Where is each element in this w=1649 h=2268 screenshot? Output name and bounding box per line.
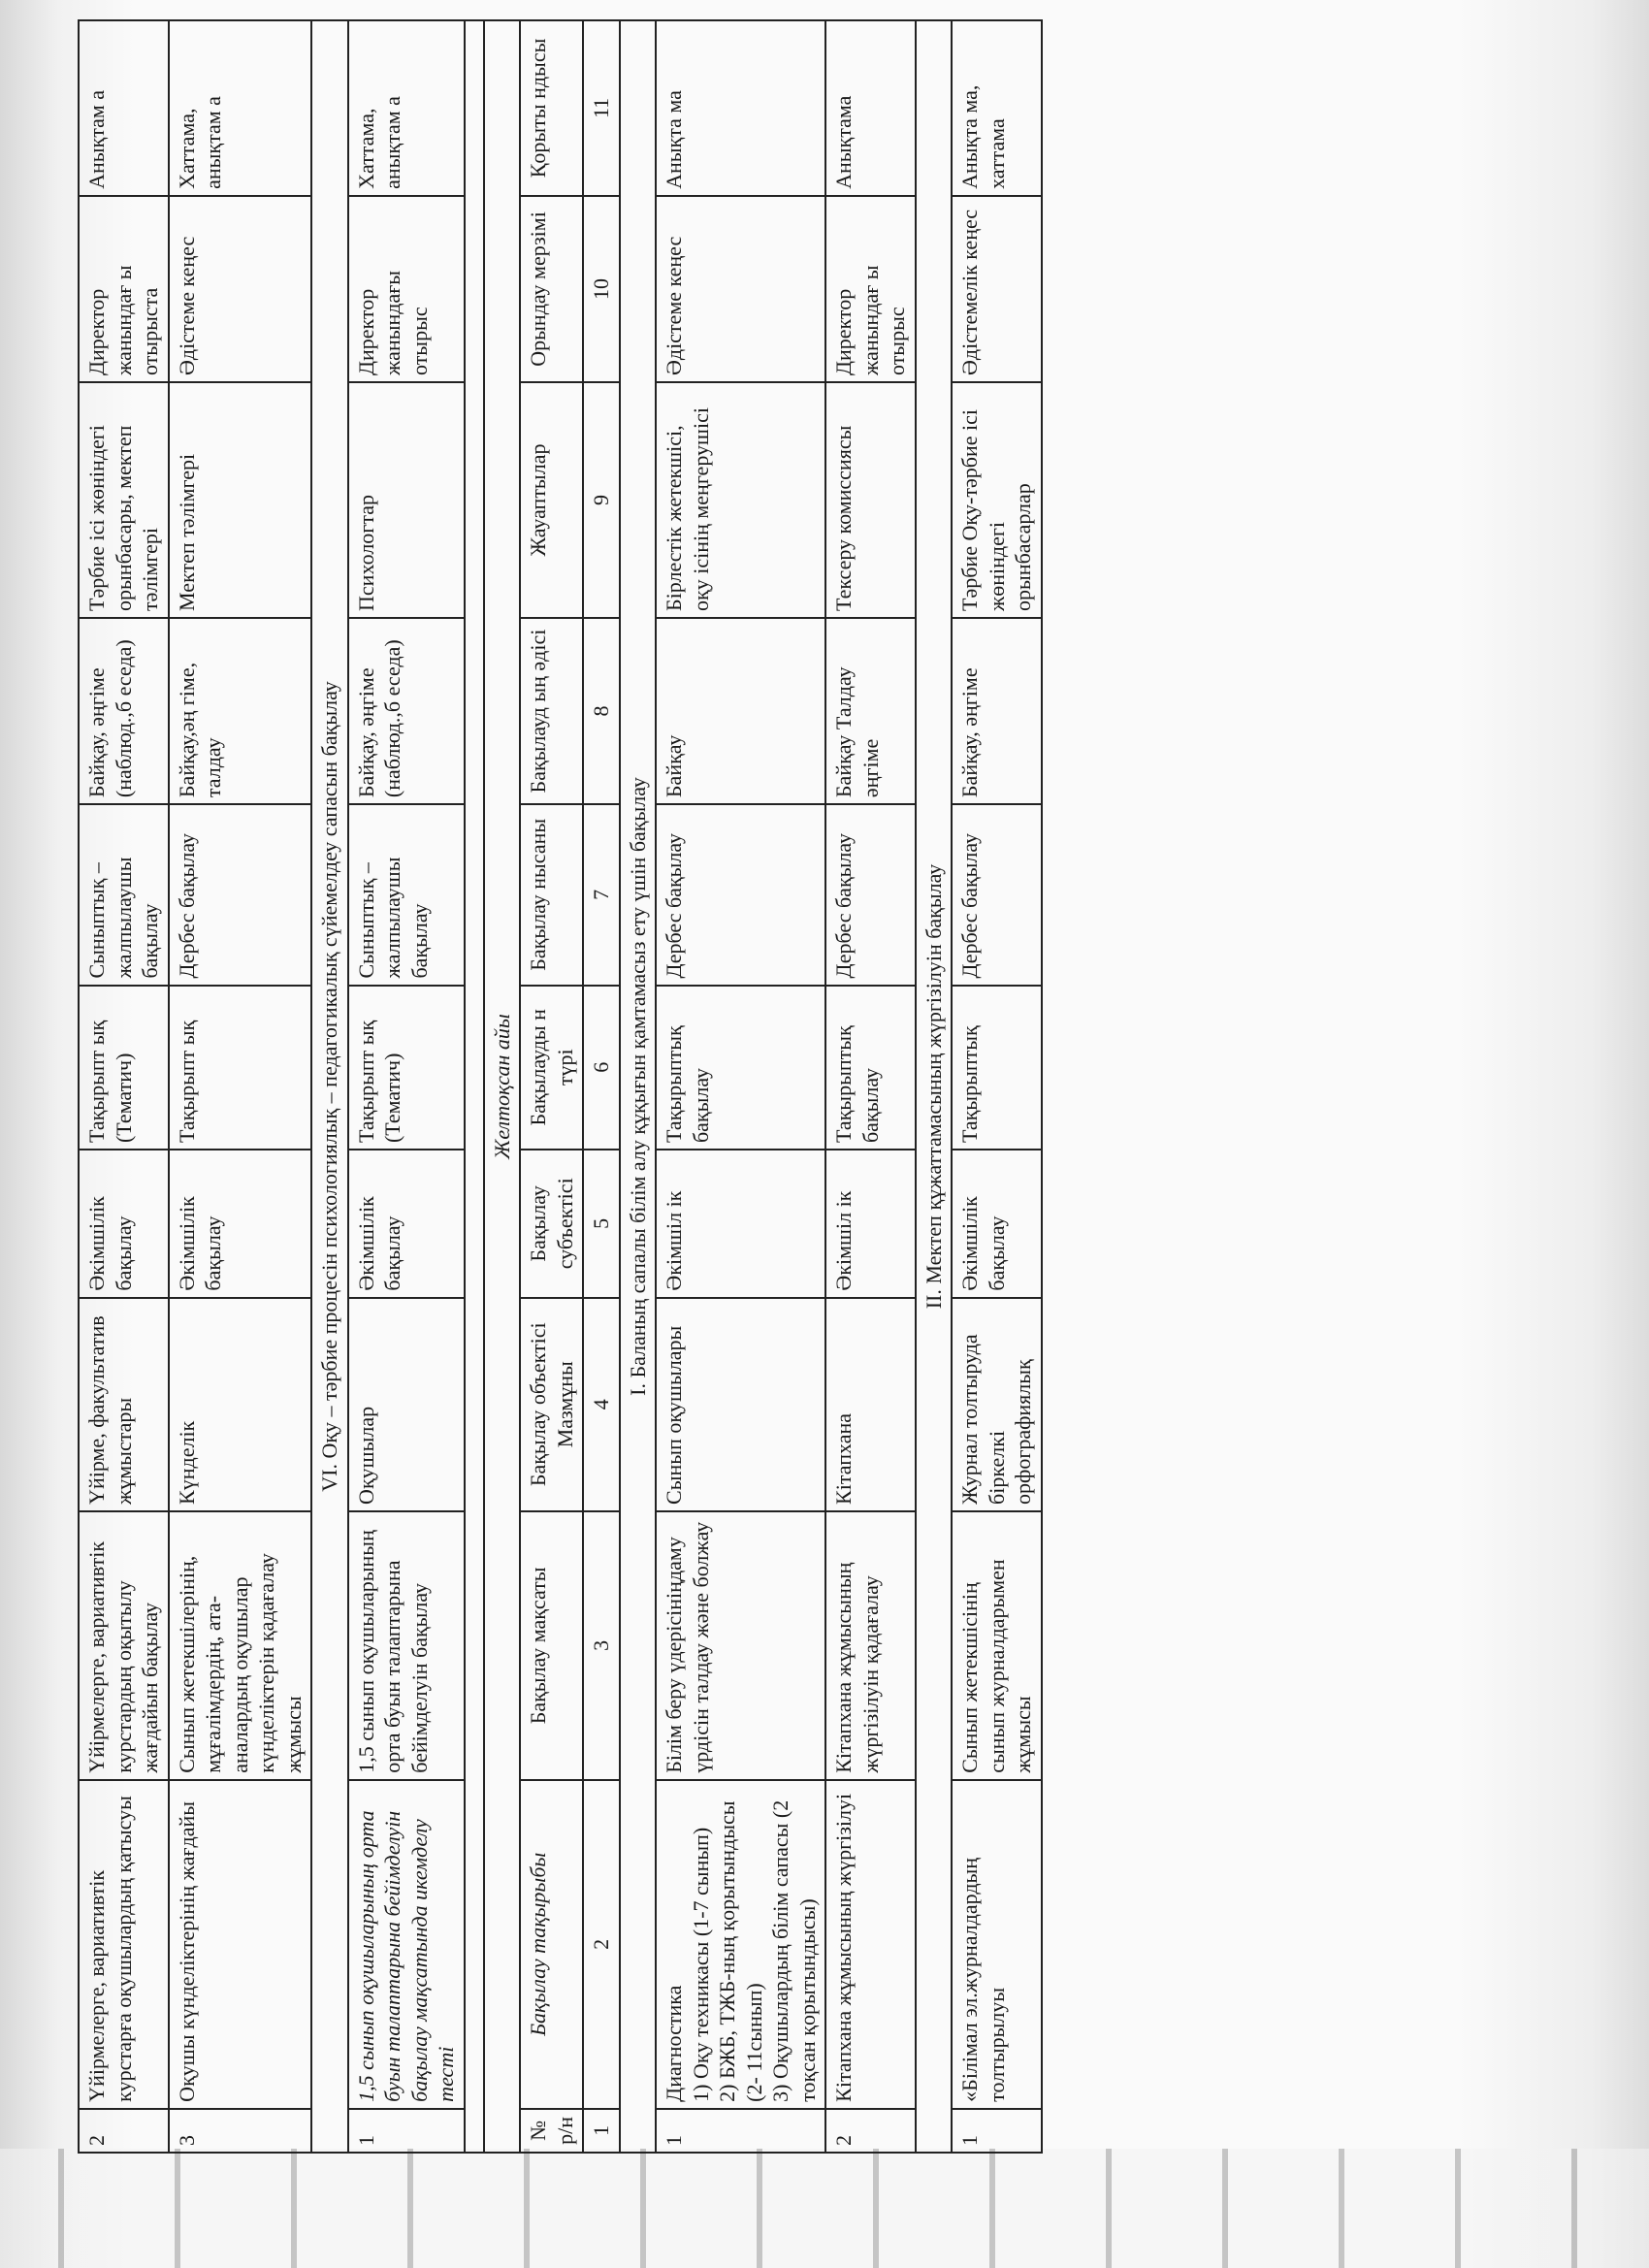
cell: Сыныптық – жалпылаушы бақылау	[348, 804, 465, 985]
cell: Әкімшіл ік	[656, 1150, 825, 1298]
cell: Кітапхана жұмысының жүргізілуін қадағалау	[825, 1511, 916, 1780]
cell: Білім беру үдерісініңдаму үрдісін талдау және болжау	[656, 1511, 825, 1780]
header-form: Бақылау нысаны	[520, 804, 583, 985]
column-number: 9	[583, 382, 620, 618]
cell: 1,5 сынып оқушыларының орта буын талаптарына бейімделуін бақылау мақсатында икемделу тесті	[348, 1780, 465, 2109]
column-number: 11	[583, 20, 620, 196]
cell: Тексеру комиссиясы	[825, 382, 916, 618]
cell: Хаттама, анықтам а	[169, 20, 312, 196]
cell: Тәрбие Оқу-тәрбие ісі жөніндегі орынбасарлар	[952, 382, 1042, 618]
column-number: 2	[583, 1780, 620, 2109]
cell: «Білімал эл.журналдардың толтырылуы	[952, 1780, 1042, 2109]
binding-holes	[0, 2149, 1649, 2268]
column-number: 4	[583, 1298, 620, 1511]
cell: Оқушылар	[348, 1298, 465, 1511]
cell: Байқау Талдау әңгіме	[825, 618, 916, 804]
cell: Тәрбие ісі жөніндегі орынбасары, мектеп тәлімгері	[79, 382, 169, 618]
cell: Тақырыптық	[952, 986, 1042, 1150]
december-table	[520, 20, 1042, 2153]
header-method: Бақылауд ың әдісі	[520, 618, 583, 804]
cell: Диагностика 1) Оқу техникасы (1-7 сынып) 2) БЖБ, ТЖБ-ның қорытындысы (2- 11сынып) 3) Оқушылардың білім сапасы (2 тоқсан қорытындысы)	[656, 1780, 825, 2109]
cell: Әкімшілік бақылау	[169, 1150, 312, 1298]
section-2-title: II. Мектеп құжаттамасының жүргізілуін бақылау	[916, 20, 953, 2153]
header-resp: Жауаптылар	[520, 382, 583, 618]
cell: Әдістемелік кеңес	[952, 196, 1042, 382]
cell: 1	[952, 2109, 1042, 2153]
cell: Әдістеме кеңес	[656, 196, 825, 382]
cell: Тақырыптық бақылау	[656, 986, 825, 1150]
cell: Сынып жетекшісінің сынып журналдарымен жұмысы	[952, 1511, 1042, 1780]
cell: Байқау	[656, 618, 825, 804]
cell: Әкімшілік бақылау	[348, 1150, 465, 1298]
cell: 2	[825, 2109, 916, 2153]
table-row	[952, 20, 1042, 2153]
cell: Кітапхана	[825, 1298, 916, 1511]
cell: Журнал толтыруда біркелкі орфографиялық	[952, 1298, 1042, 1511]
header-term: Орындау мерзімі	[520, 196, 583, 382]
cell: Тақырыпт ық (Тематич)	[348, 986, 465, 1150]
cell: Психологтар	[348, 382, 465, 618]
table-row	[825, 20, 916, 2153]
section-heading-row	[311, 20, 348, 2153]
cell: Тақырыпт ық (Тематич)	[79, 986, 169, 1150]
part1-rows	[79, 20, 520, 2153]
cell: Байқау, әңгіме (наблюд.,б еседа)	[79, 618, 169, 804]
header-kind: Бақылауды н түрі	[520, 986, 583, 1150]
cell: 1,5 сынып оқушыларының орта буын талаптарына бейімделуін бақылау	[348, 1511, 465, 1780]
month-title: Желтоқсан айы	[484, 20, 521, 2153]
column-number-row	[583, 20, 620, 2153]
cell: Байқау, әңгіме	[952, 618, 1042, 804]
cell: Оқушы күнделіктерінің жағдайы	[169, 1780, 312, 2109]
table-row	[348, 20, 465, 2153]
cell: Тақырыпт ық	[169, 986, 312, 1150]
header-row	[520, 20, 583, 2153]
cell: Үйірмелерге, вариативтік курстардың оқытылу жағдайын бақылау	[79, 1511, 169, 1780]
column-number: 5	[583, 1150, 620, 1298]
header-object: Бақылау объектісі Мазмұны	[520, 1298, 583, 1511]
header-goal: Бақылау мақсаты	[520, 1511, 583, 1780]
section-6-title: VI. Оқу – тәрбие процесін психологиялық – педагогикалық сүйемелдеу сапасын бақылау	[311, 20, 348, 2153]
cell: Үйірме, факультатив жұмыстары	[79, 1298, 169, 1511]
cell: Анықтам а	[79, 20, 169, 196]
header-topic: Бақылау тақырыбы	[520, 1780, 583, 2109]
cell: Кітапхана жұмысының жүргізілуі	[825, 1780, 916, 2109]
cell: Дербес бақылау	[952, 804, 1042, 985]
cell: Сыныптық – жалпылаушы бақылау	[79, 804, 169, 985]
cell: Дербес бақылау	[169, 804, 312, 985]
header-result: Қорыты ндысы	[520, 20, 583, 196]
plan-table	[78, 19, 1043, 2154]
column-number: 1	[583, 2109, 620, 2153]
column-number: 10	[583, 196, 620, 382]
month-heading-row	[484, 20, 521, 2153]
cell: Анықта ма	[656, 20, 825, 196]
cell: Дербес бақылау	[825, 804, 916, 985]
cell: Сынып жетекшілерінің, мұғалімдердің, ата-аналардың оқушылар күнделіктерін қадағалау жұмысы	[169, 1511, 312, 1780]
cell: Байқау, әңгіме (наблюд.,б еседа)	[348, 618, 465, 804]
table-row	[79, 20, 169, 2153]
cell: Сынып оқушылары	[656, 1298, 825, 1511]
section-heading-row	[620, 20, 657, 2153]
table-row	[169, 20, 312, 2153]
cell: Байқау,әң гіме, талдау	[169, 618, 312, 804]
cell: 1	[656, 2109, 825, 2153]
table-row	[656, 20, 825, 2153]
cell: Әкімшілік бақылау	[79, 1150, 169, 1298]
cell: Әкімшіл ік	[825, 1150, 916, 1298]
column-number: 7	[583, 804, 620, 985]
cell: Директор жанындағы отырыс	[348, 196, 465, 382]
cell: Директор жанындағ ы отырыста	[79, 196, 169, 382]
rotated-document	[78, 19, 1552, 2154]
header-subject: Бақылау субъектісі	[520, 1150, 583, 1298]
cell: Директор жанындағ ы отырыс	[825, 196, 916, 382]
cell: Үйірмелерге, вариативтік курстарға оқушылардың қатысуы	[79, 1780, 169, 2109]
cell: Әкімшілік бақылау	[952, 1150, 1042, 1298]
cell: Әдістеме кеңес	[169, 196, 312, 382]
column-number: 8	[583, 618, 620, 804]
cell: Хаттама, анықтам а	[348, 20, 465, 196]
cell: 3	[169, 2109, 312, 2153]
cell: Күнделік	[169, 1298, 312, 1511]
cell: 1	[348, 2109, 465, 2153]
cell: Мектеп тәлімгері	[169, 382, 312, 618]
section-heading-row	[916, 20, 953, 2153]
column-number: 3	[583, 1511, 620, 1780]
cell: Анықта ма, хаттама	[952, 20, 1042, 196]
cell: Тақырыптық бақылау	[825, 986, 916, 1150]
cell: Дербес бақылау	[656, 804, 825, 985]
cell: 2	[79, 2109, 169, 2153]
column-number: 6	[583, 986, 620, 1150]
header-no: № р/н	[520, 2109, 583, 2153]
cell: Бірлестік жетекшісі, оқу ісінің меңгерушісі	[656, 382, 825, 618]
section-1-title: I. Баланың сапалы білім алу құқығын қамтамасыз ету үшін бақылау	[620, 20, 657, 2153]
cell: Анықтама	[825, 20, 916, 196]
